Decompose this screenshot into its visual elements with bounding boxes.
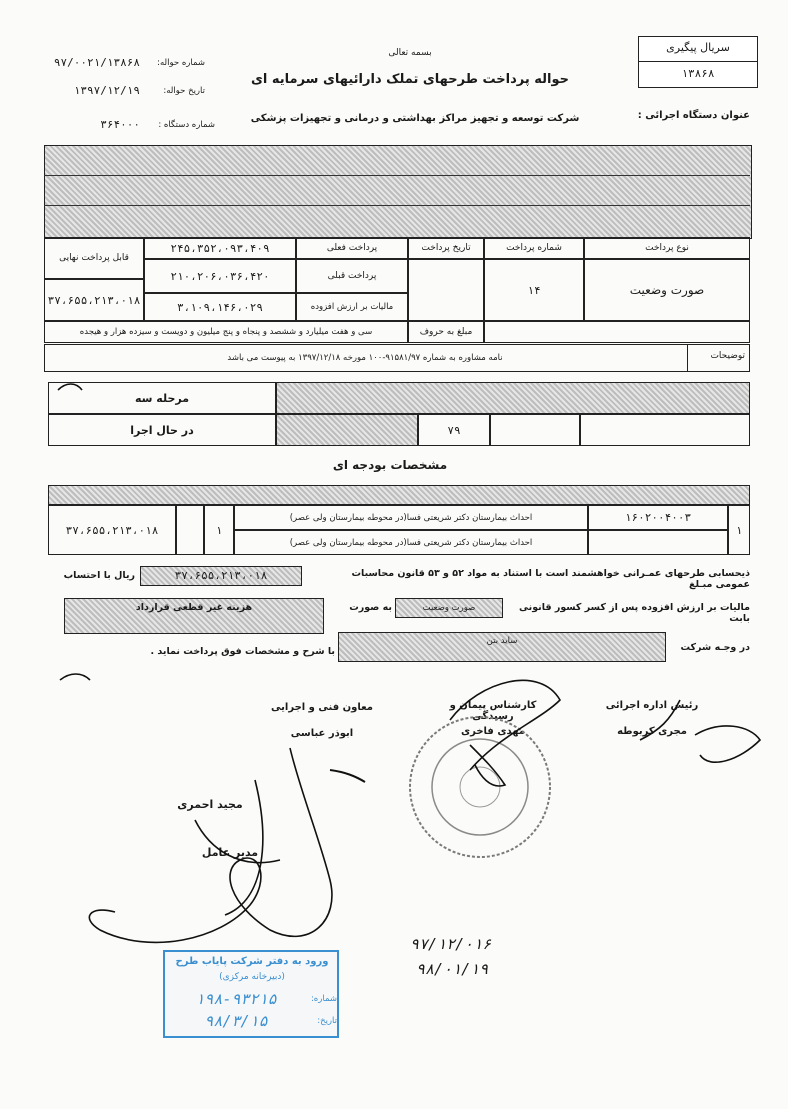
budget-qty: ۱ xyxy=(204,505,234,555)
sig1-title: رئیس اداره اجرائی xyxy=(605,700,699,711)
body-line3-prefix: در وجـه شرکت xyxy=(680,642,750,653)
stamp-date: ۹۸/۳/۱۵ xyxy=(204,1012,268,1030)
body-line2-box2: هزینه غیر قطعی قرارداد xyxy=(64,598,324,634)
payment-date-label: تاریخ پرداخت xyxy=(408,237,484,259)
budget-amount: ۳۷،۶۵۵،۲۱۳،۰۱۸ xyxy=(48,505,176,555)
executive-label: عنوان دستگاه اجرائی : xyxy=(637,110,750,121)
body-line3-box: ساید بتن xyxy=(338,632,666,662)
previous-payment-value: ۲۱۰،۲۰۶،۰۳۶،۴۲۰ xyxy=(144,259,296,293)
sig3-title: معاون فنی و اجرایی xyxy=(271,702,373,713)
progress-stage: مرحله سه xyxy=(48,382,276,414)
vat-value: ۳،۱۰۹،۱۴۶،۰۲۹ xyxy=(144,293,296,321)
notes-label: توضیحات xyxy=(710,351,745,361)
sig3-name: ابوذر عباسی xyxy=(290,728,354,739)
stamp-number: ۱۹۸-۹۳۲۱۵ xyxy=(195,990,277,1008)
device-no: ۳۶۴۰۰۰ xyxy=(100,118,140,131)
remittance-no: ۹۷/۰۰۲۱/۱۳۸۶۸ xyxy=(53,56,140,69)
stamp-line1: ورود به دفتر شرکت پایاب طرح xyxy=(175,956,329,967)
remittance-date-label: تاریخ حواله: xyxy=(163,86,205,96)
vat-label: مالیات بر ارزش افزوده xyxy=(296,293,408,321)
sig2-title: کارشناس پیمان و رسیدگی xyxy=(449,700,537,722)
notes-text: نامه مشاوره به شماره ۹۱۵۸۱/۹۷-۱۰۰ مورخه ۱۳۹۷/۱۲/۱۸ به پیوست می باشد xyxy=(227,353,503,363)
device-no-label: شماره دستگاه : xyxy=(158,120,215,130)
sig4-title: مدیر عامل xyxy=(201,846,259,859)
body-line2-text: مالیات بر ارزش افزوده پس از کسر کسور قانونی بابت xyxy=(519,602,750,624)
body-line2-box: صورت وضعیت xyxy=(395,598,503,618)
executive-name: شرکت توسعه و تجهیز مراکز بهداشتی و درمانی و تجهیزات پزشکی xyxy=(250,113,580,124)
page-title: حواله پرداخت طرحهای تملک دارائیهای سرمایه ای xyxy=(251,72,569,87)
body-line1-suffix: ریال با احتساب xyxy=(63,570,135,581)
budget-row-number: ۱ xyxy=(728,505,750,555)
previous-payment-label: پرداخت قبلی xyxy=(296,259,408,293)
body-line1-amount: ۳۷،۶۵۵،۲۱۳،۰۱۸ xyxy=(140,566,302,586)
handwritten-date-1: ۹۷/۱۲/۰۱۶ xyxy=(410,935,492,953)
budget-desc-2: احداث بیمارستان دکتر شریعتی فسا(در محوطه بیمارستان ولی عصر) xyxy=(234,530,588,555)
tracking-label: سریال پیگیری xyxy=(666,41,730,54)
progress-status: در حال اجرا xyxy=(48,414,276,446)
body-line1-text: ذیحسابی طرحهای عمـرانی خواهشمند است با استناد به مواد ۵۲ و ۵۳ قانون محاسبات عمومی مبـلغ xyxy=(351,568,750,590)
amount-words-label: مبلغ به حروف xyxy=(408,321,484,343)
sig1-name: مجری کربوطه xyxy=(617,726,687,737)
body-line2-mid: به صورت xyxy=(349,602,392,613)
stamp-line2: (دبیرخانه مرکزی) xyxy=(219,972,285,982)
payment-type-value: صورت وضعیت xyxy=(584,259,750,321)
receiving-stamp xyxy=(163,950,339,1038)
final-payable-value: ۳۷،۶۵۵،۲۱۳،۰۱۸ xyxy=(44,279,144,321)
payment-number-label: شماره پرداخت xyxy=(484,237,584,259)
sig4-name: مجید احمری xyxy=(177,798,243,811)
sig2-name: مهدی فاخری xyxy=(460,726,526,737)
payment-type-label: نوع پرداخت xyxy=(584,237,750,259)
current-payment-value: ۲۴۵،۳۵۲،۰۹۳،۴۰۹ xyxy=(144,237,296,259)
stamp-date-label: تاریخ: xyxy=(317,1016,337,1026)
final-payable-label: قابل پرداخت نهایی xyxy=(44,237,144,279)
budget-title: مشخصات بودجه ای xyxy=(332,458,448,472)
handwritten-date-2: ۹۸/۰۱/۱۹ xyxy=(416,960,489,978)
stamp-number-label: شماره: xyxy=(310,994,337,1004)
budget-code: ۱۶۰۲۰۰۴۰۰۳ xyxy=(588,505,728,530)
remittance-no-label: شماره حواله: xyxy=(157,58,205,68)
tracking-number: ۱۳۸۶۸ xyxy=(681,67,715,80)
payment-number-value: ۱۴ xyxy=(484,259,584,321)
budget-desc-1: احداث بیمارستان دکتر شریعتی فسا(در محوطه بیمارستان ولی عصر) xyxy=(234,505,588,530)
bismillah: بسمه تعالی xyxy=(388,48,432,58)
body-line3-suffix: با شرح و مشخصات فوق پرداخت نماید . xyxy=(150,646,335,657)
progress-percent: ۷۹ xyxy=(418,414,490,446)
amount-in-words: سی و هفت میلیارد و ششصد و پنجاه و پنج میلیون و دویست و سیزده هزار و هیجده xyxy=(44,321,408,343)
current-payment-label: پرداخت فعلی xyxy=(296,237,408,259)
remittance-date: ۱۳۹۷/۱۲/۱۹ xyxy=(73,84,140,97)
